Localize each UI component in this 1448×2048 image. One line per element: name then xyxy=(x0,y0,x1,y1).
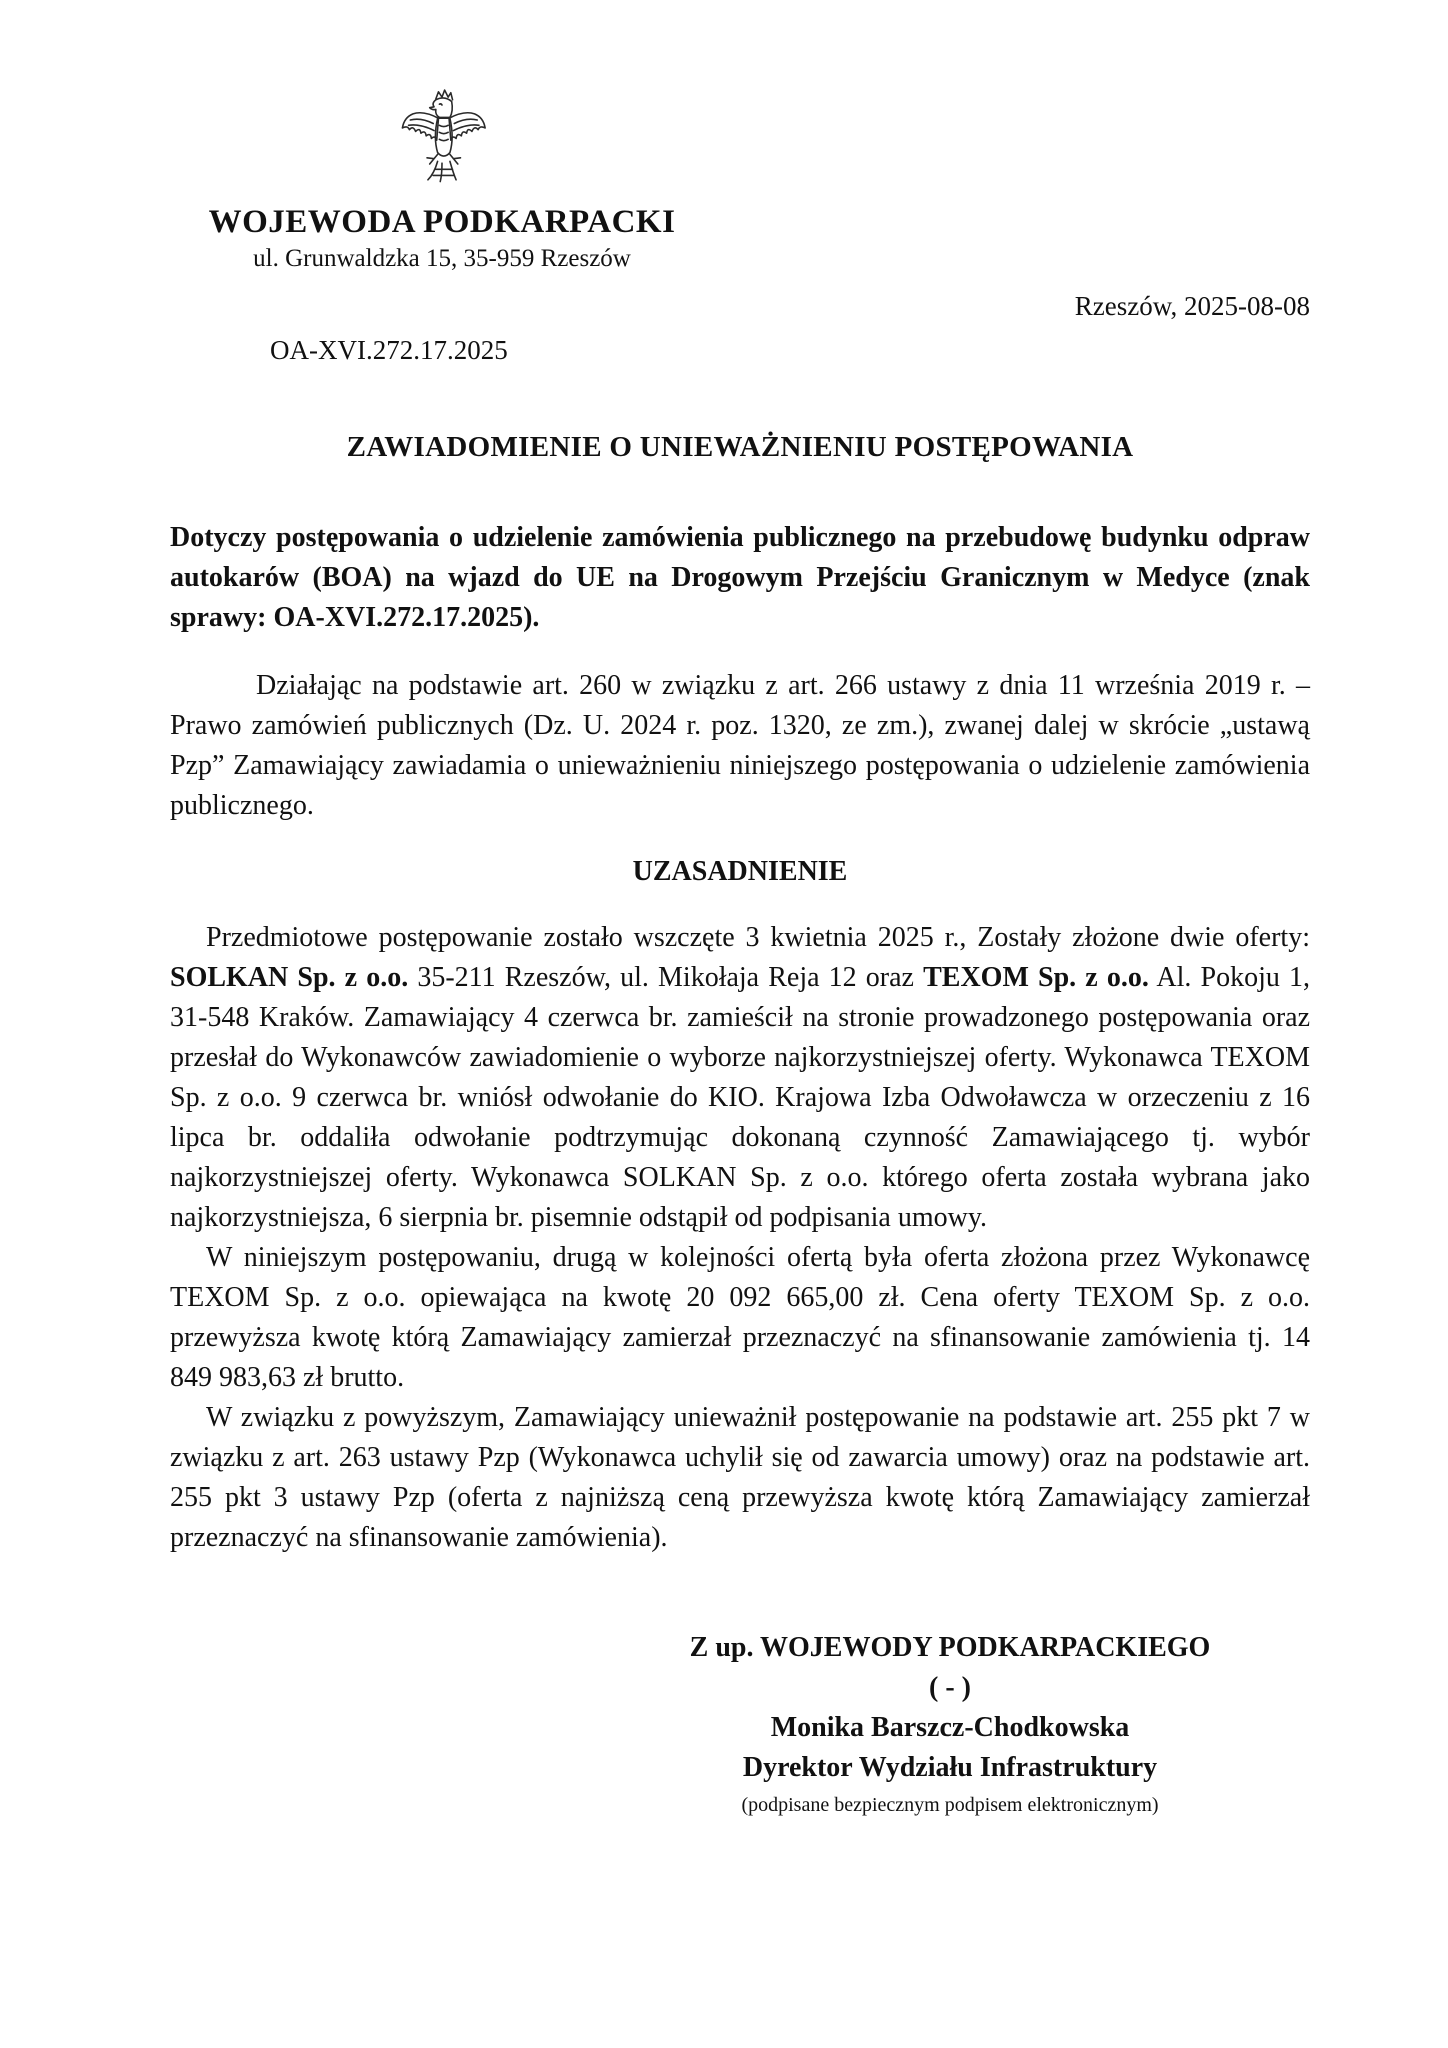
annulment-paragraph: W związku z powyższym, Zamawiający unieważnił postępowanie na podstawie art. 255 pkt 7 w związku z art. 263 ustawy Pzp (Wykonawca uchylił się od zawarcia umowy) oraz na podstawie art. 255 pkt 3 ustawy Pzp (oferta z najniższą ceną przewyższa kwotę którą Zamawiający zamierzał przeznaczyć na sfinansowanie zamówienia). xyxy=(170,1402,1310,1553)
signature-on-behalf: Z up. WOJEWODY PODKARPACKIEGO xyxy=(689,1632,1211,1663)
history-part: Al. Pokoju 1, 31-548 Kraków. Zamawiający 4 czerwca br. zamieścił na stronie prowadzonego postępowania oraz przesłał do Wykonawców zawiadomienie o wyborze najkorzystniejszej oferty. Wykonawca TEXOM Sp. z o.o. 9 czerwca br. wniósł odwołanie do KIO. Krajowa Izba Odwoławcza w orzeczeniu z 16 lipca br. oddaliła odwołanie podtrzymując dokonaną czynność Zamawiającego tj. wybór najkorzystniejszej oferty. Wykonawca SOLKAN Sp. z o.o. którego oferta została wybrana jako najkorzystniejsza, 6 sierpnia br. pisemnie odstąpił od podpisania umowy. xyxy=(170,962,1311,1233)
authority-address: ul. Grunwaldzka 15, 35-959 Rzeszów xyxy=(253,245,631,272)
history-part-texom: TEXOM Sp. z o.o. xyxy=(923,962,1149,993)
history-part-solkan: SOLKAN Sp. z o.o. xyxy=(170,962,409,993)
justification-heading: UZASADNIENIE xyxy=(632,856,848,887)
signatory-name: Monika Barszcz-Chodkowska xyxy=(770,1712,1130,1743)
signature-note: (podpisane bezpiecznym podpisem elektronicznym) xyxy=(741,1794,1159,1816)
letterhead xyxy=(170,88,714,274)
signature-block xyxy=(670,1628,1230,1820)
subject-paragraph: Dotyczy postępowania o udzielenie zamówienia publicznego na przebudowę budynku odpraw autokarów (BOA) na wjazd do UE na Drogowym Przejściu Granicznym w Medyce (znak sprawy: OA-XVI.272.17.2025). xyxy=(170,522,1310,633)
history-part: 35-211 Rzeszów, ul. Mikołaja Reja 12 oraz xyxy=(408,962,924,993)
legal-basis-paragraph: Działając na podstawie art. 260 w związku z art. 266 ustawy z dnia 11 września 2019 r. – Prawo zamówień publicznych (Dz. U. 2024 r. poz. 1320, ze zm.), zwanej dalej w skrócie „ustawą Pzp” Zamawiający zawiadamia o unieważnieniu niniejszego postępowania o udzielenie zamówienia publicznego. xyxy=(170,670,1310,821)
place-and-date: Rzeszów, 2025-08-08 xyxy=(1074,291,1310,321)
case-number: OA-XVI.272.17.2025 xyxy=(270,335,508,365)
signature-mark: ( - ) xyxy=(929,1672,971,1703)
history-part: Przedmiotowe postępowanie zostało wszczęte 3 kwietnia 2025 r., Zostały złożone dwie oferty: xyxy=(206,922,1310,953)
signatory-position: Dyrektor Wydziału Infrastruktury xyxy=(742,1752,1158,1783)
eagle-emblem-icon xyxy=(170,88,714,196)
document-title: ZAWIADOMIENIE O UNIEWAŻNIENIU POSTĘPOWANIA xyxy=(346,431,1134,463)
authority-name: WOJEWODA PODKARPACKI xyxy=(208,204,676,240)
history-paragraph xyxy=(170,918,1310,1238)
second-offer-paragraph: W niniejszym postępowaniu, drugą w kolejności ofertą była oferta złożona przez Wykonawcę TEXOM Sp. z o.o. opiewająca na kwotę 20 092 665,00 zł. Cena oferty TEXOM Sp. z o.o. przewyższa kwotę którą Zamawiający zamierzał przeznaczyć na sfinansowanie zamówienia tj. 14 849 983,63 zł brutto. xyxy=(170,1242,1310,1393)
